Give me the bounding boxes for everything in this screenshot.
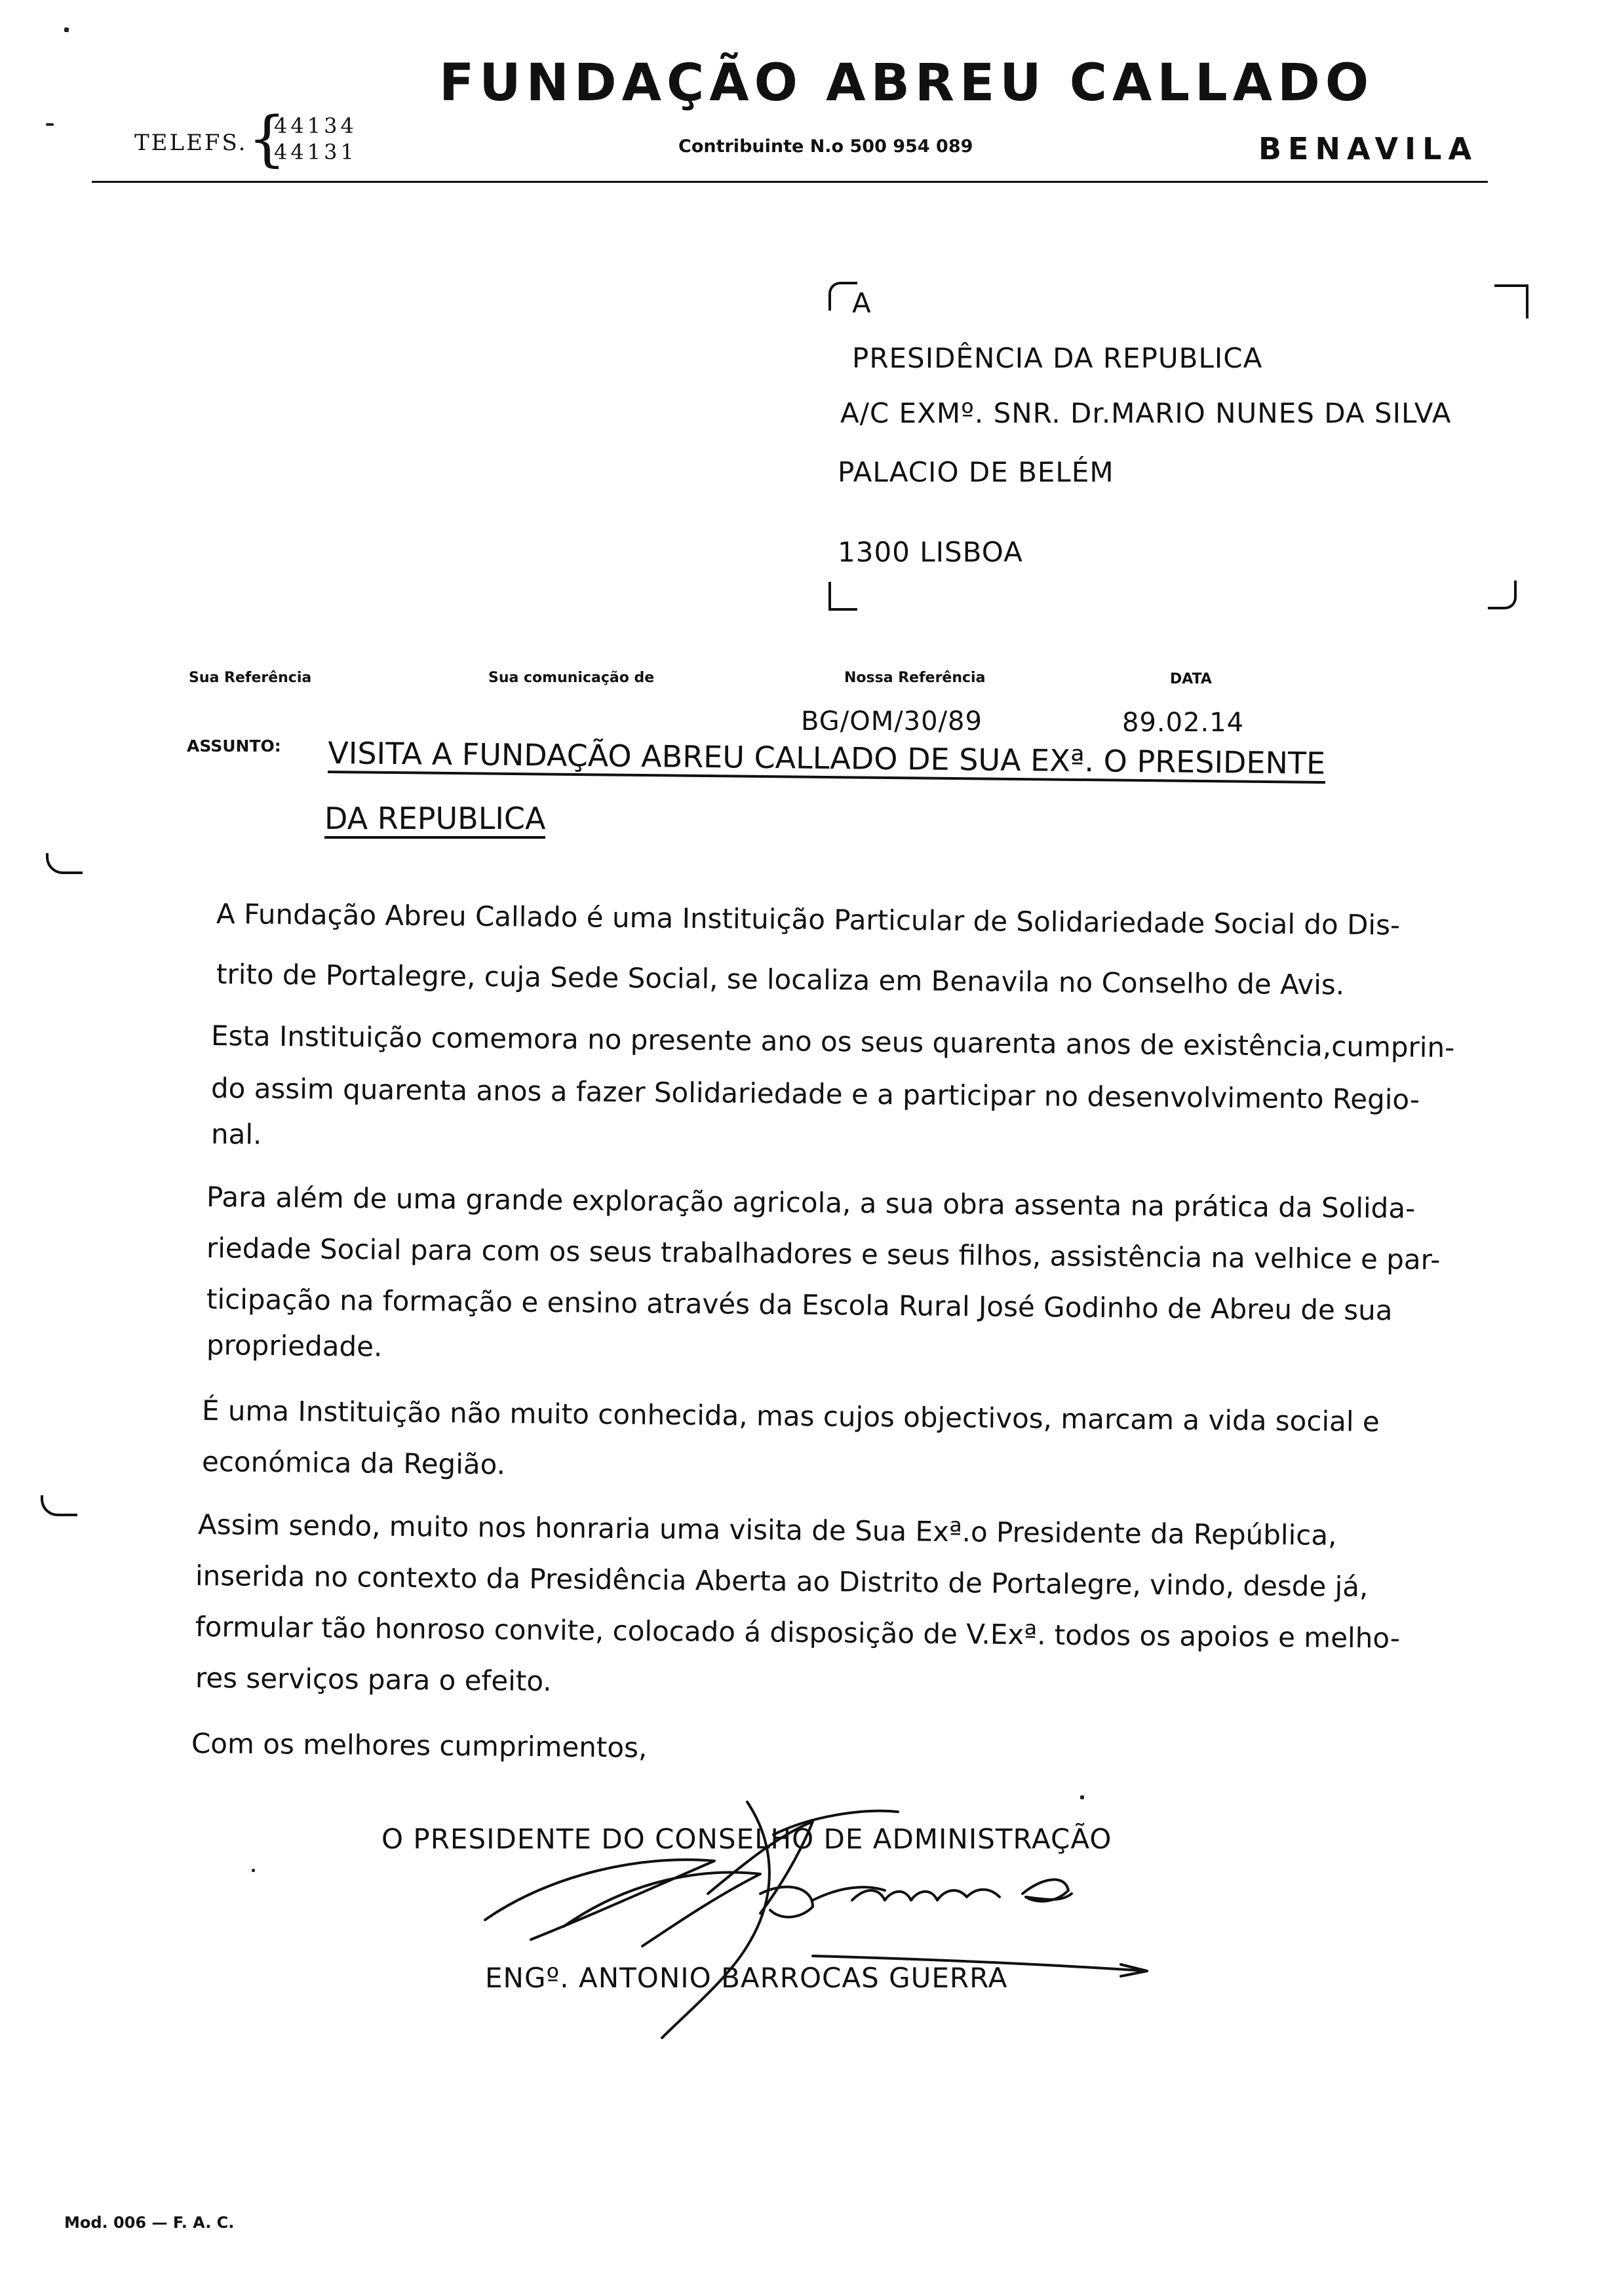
body-line: Assim sendo, muito nos honraria uma visita de Sua Exª.o Presidente da República, [197, 1508, 1337, 1552]
scan-speck [46, 123, 54, 126]
body-line: propriedade. [206, 1329, 383, 1363]
address-corner-mark [1488, 581, 1517, 609]
signatory-title: O PRESIDENTE DO CONSELHO DE ADMINISTRAÇÃO [381, 1823, 1112, 1855]
phone-number: 44131 [274, 140, 357, 164]
body-line: Para além de uma grande exploração agricola, a sua obra assenta na prática da Solida- [206, 1181, 1416, 1225]
body-line: nal. [210, 1118, 262, 1151]
your-reference-label: Sua Referência [189, 670, 312, 686]
address-corner-mark [1494, 284, 1528, 318]
address-corner-mark [828, 582, 857, 611]
brace-icon: { [248, 104, 286, 174]
date-value: 89.02.14 [1122, 708, 1245, 738]
body-line: É uma Instituição não muito conhecida, mas cujos objectivos, marcam a vida social e [201, 1394, 1380, 1438]
scan-speck [1080, 1795, 1084, 1799]
body-line: res serviços para o efeito. [195, 1662, 552, 1698]
subject-label: ASSUNTO: [187, 737, 281, 756]
body-line: Com os melhores cumprimentos, [191, 1727, 648, 1764]
margin-mark [46, 853, 83, 874]
margin-mark [41, 1495, 77, 1516]
scan-speck [252, 1869, 255, 1872]
body-line: trito de Portalegre, cuja Sede Social, se localiza em Benavila no Conselho de Avis. [216, 958, 1345, 1001]
organization-name: FUNDAÇÃO ABREU CALLADO [439, 54, 1374, 113]
tax-number: Contribuinte N.o 500 954 089 [678, 136, 973, 157]
signatory-name: ENGº. ANTONIO BARROCAS GUERRA [485, 1962, 1008, 1994]
body-line: ticipação na formação e ensino através da Escola Rural José Godinho de Abreu de sua [206, 1283, 1393, 1327]
body-line: inserida no contexto da Presidência Aberta ao Distrito de Portalegre, vindo, desde já, [195, 1559, 1369, 1603]
header-divider [92, 181, 1488, 183]
recipient-line: PRESIDÊNCIA DA REPUBLICA [852, 342, 1263, 374]
scan-speck [64, 28, 69, 32]
our-reference-label: Nossa Referência [844, 670, 986, 686]
body-line: formular tão honroso convite, colocado á disposição de V.Exª. todos os apoios e melho- [195, 1611, 1401, 1655]
letterhead-city: BENAVILA [1258, 131, 1479, 166]
body-line: riedade Social para com os seus trabalhadores e seus filhos, assistência na velhice e par- [206, 1232, 1441, 1276]
recipient-line: PALACIO DE BELÉM [838, 456, 1114, 488]
handwritten-signature [472, 1763, 1154, 2051]
body-line: Esta Instituição comemora no presente ano os seus quarenta anos de existência,cumprin- [210, 1020, 1455, 1064]
subject-line: DA REPUBLICA [324, 801, 545, 839]
body-line: A Fundação Abreu Callado é uma Instituição Particular de Solidariedade Social do Dis- [216, 898, 1401, 942]
recipient-line: A/C EXMº. SNR. Dr.MARIO NUNES DA SILVA [840, 397, 1452, 429]
phones-label: TELEFS. [134, 130, 248, 156]
subject-line: VISITA A FUNDAÇÃO ABREU CALLADO DE SUA EXª. O PRESIDENTE [328, 735, 1325, 784]
form-code: Mod. 006 — F. A. C. [64, 2213, 235, 2232]
your-communication-label: Sua comunicação de [488, 670, 655, 686]
body-line: do assim quarenta anos a fazer Solidariedade e a participar no desenvolvimento Regio- [210, 1072, 1420, 1116]
phone-number: 44134 [274, 113, 357, 138]
date-label: DATA [1170, 671, 1212, 687]
recipient-line: 1300 LISBOA [838, 536, 1023, 568]
our-reference-value: BG/OM/30/89 [801, 706, 983, 737]
body-line: económica da Região. [201, 1445, 506, 1481]
recipient-line: A [852, 287, 872, 319]
phone-numbers [274, 113, 357, 165]
